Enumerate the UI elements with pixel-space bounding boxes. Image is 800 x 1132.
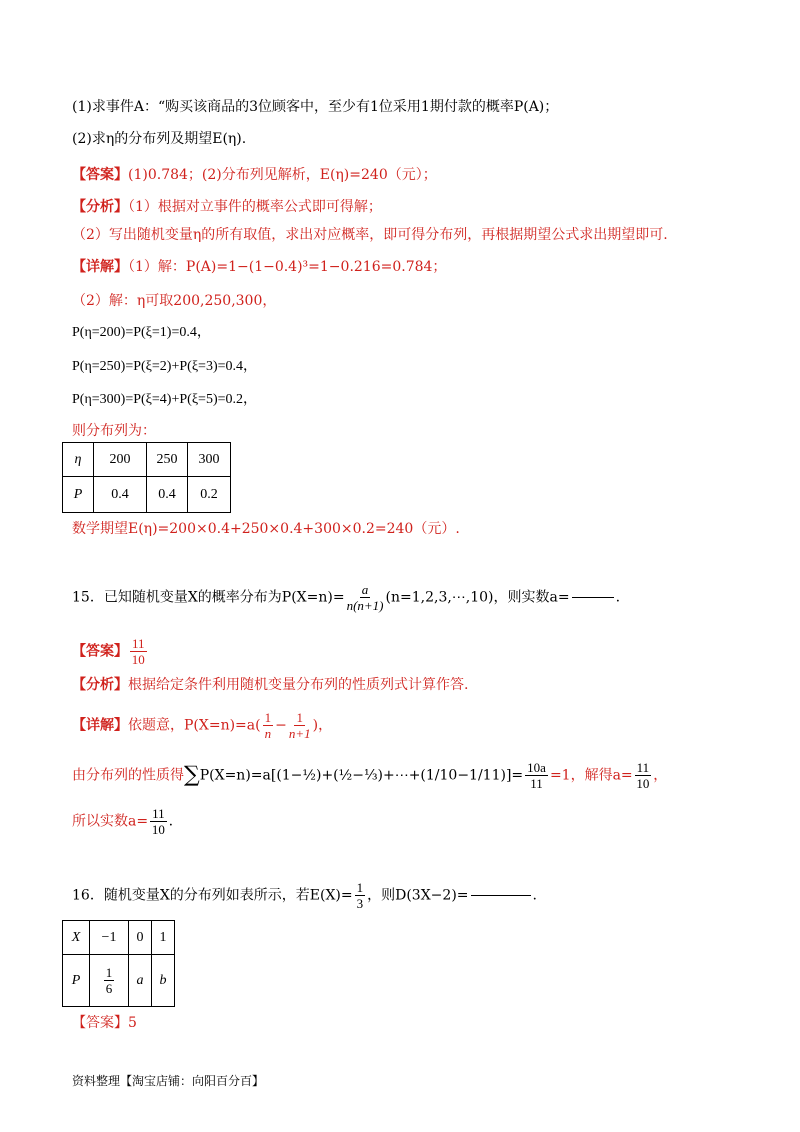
q15-conclusion	[72, 806, 173, 837]
table-cell: 0.4	[147, 477, 188, 513]
q15-analysis	[72, 674, 468, 696]
table-cell: 0.4	[94, 477, 147, 513]
analysis-text: 根据给定条件利用随机变量分布列的性质列式计算作答.	[128, 677, 469, 693]
q16-text-b: ，则D(3X−2)=	[367, 887, 469, 904]
fraction: $\frac{10a}{11}$	[527, 760, 546, 791]
q15-answer	[72, 636, 149, 667]
table-cell: a	[129, 955, 152, 1007]
fraction: $\frac{1}{n+1}$	[288, 710, 311, 741]
table-cell	[90, 955, 129, 1007]
q15-text: 15．已知随机变量X的概率分布为P(X=n)=	[72, 589, 345, 606]
analysis-tag: 【分析】	[72, 677, 128, 693]
sum-prefix: 由分布列的性质得	[72, 767, 184, 784]
detail-text: 依题意，P(X=n)=a(	[128, 717, 261, 734]
q14-detail	[72, 256, 446, 278]
detail-text-b: )，	[312, 717, 333, 734]
q14-answer	[72, 164, 437, 186]
analysis-tag: 【分析】	[72, 199, 128, 215]
q14-part1: (1)求事件A：“购买该商品的3位顾客中，至少有1位采用1期付款的概率P(A)；	[72, 99, 559, 115]
table-cell: X	[63, 921, 90, 955]
q14-analysis	[72, 196, 382, 218]
conclusion-end: .	[168, 813, 174, 830]
detail-tag: 【详解】	[72, 717, 128, 734]
q14-dist-label: 则分布列为：	[72, 423, 156, 439]
q14-detail-2: （2）解：η可取200,250,300，	[72, 293, 277, 309]
q14-eq1: P(η=200)=P(ξ=1)=0.4，	[72, 325, 211, 340]
q16-answer: 【答案】5	[72, 1015, 137, 1031]
table-cell: −1	[90, 921, 129, 955]
q16-distribution-table	[62, 920, 175, 1007]
fraction: $\frac{a}{n(n+1)}$	[346, 582, 384, 613]
q14-eq3: P(η=300)=P(ξ=4)+P(ξ=5)=0.2，	[72, 392, 258, 407]
fraction: $\frac{1}{6}$	[105, 965, 113, 996]
q14-eq2: P(η=250)=P(ξ=2)+P(ξ=3)=0.4，	[72, 359, 258, 374]
sigma-symbol: ∑	[184, 762, 200, 788]
table-cell: P	[63, 477, 94, 513]
q15-text-b: (n=1,2,3,⋯,10)，则实数a=	[385, 589, 570, 606]
answer-fraction: $\frac{11}{10}$	[131, 636, 145, 667]
answer-blank	[471, 895, 531, 896]
fraction: $\frac{1}{3}$	[356, 880, 364, 911]
q14-expectation: 数学期望E(η)=200×0.4+250×0.4+300×0.2=240（元）.	[72, 521, 460, 537]
answer-tag: 【答案】	[72, 643, 128, 660]
fraction: $\frac{11}{10}$	[636, 760, 650, 791]
analysis-text: （1）根据对立事件的概率公式即可得解；	[128, 199, 382, 215]
answer-text: (1)0.784；(2)分布列见解析，E(η)=240（元）；	[128, 167, 437, 183]
detail-tag: 【详解】	[72, 259, 128, 275]
q16-text: 16．随机变量X的分布列如表所示，若E(X)=	[72, 887, 353, 904]
sum-expression: P(X=n)=a[(1−½)+(½−⅓)+⋯+(1/10−1/11)]=	[199, 767, 524, 784]
conclusion-text: 所以实数a=	[72, 813, 149, 830]
table-cell: 0	[129, 921, 152, 955]
q14-part2: (2)求η的分布列及期望E(η).	[72, 131, 247, 147]
q14-distribution-table	[62, 442, 231, 513]
table-cell: 250	[147, 443, 188, 477]
sum-tail: =1，解得a=	[549, 767, 633, 784]
fraction: $\frac{1}{n}$	[264, 710, 272, 741]
minus: −	[275, 717, 287, 734]
q14-analysis-2: （2）写出随机变量η的所有取值，求出对应概率，即可得分布列，再根据期望公式求出期望即可.	[72, 227, 668, 243]
table-cell: P	[63, 955, 90, 1007]
q15-detail	[72, 710, 332, 741]
table-cell: 0.2	[188, 477, 231, 513]
q15-question: 15．已知随机变量X的概率分布为P(X=n)= $\frac{a}{n(n+1)}$ (n=1,2,3,⋯,10)，则实数a= .	[72, 582, 621, 613]
sum-end: ，	[653, 767, 668, 784]
fraction: $\frac{11}{10}$	[151, 806, 165, 837]
q15-sum	[72, 760, 667, 791]
table-cell: η	[63, 443, 94, 477]
table-cell: b	[152, 955, 175, 1007]
answer-blank	[572, 597, 614, 598]
q16-question: 16．随机变量X的分布列如表所示，若E(X)= $\frac{1}{3}$ ，则D(3X−2)= .	[72, 880, 537, 911]
table-cell: 200	[94, 443, 147, 477]
detail-text: （1）解：P(A)=1−(1−0.4)³=1−0.216=0.784；	[128, 259, 447, 275]
table-cell: 300	[188, 443, 231, 477]
table-cell: 1	[152, 921, 175, 955]
answer-tag: 【答案】	[72, 167, 128, 183]
page-footer: 资料整理【淘宝店铺：向阳百分百】	[72, 1074, 265, 1088]
